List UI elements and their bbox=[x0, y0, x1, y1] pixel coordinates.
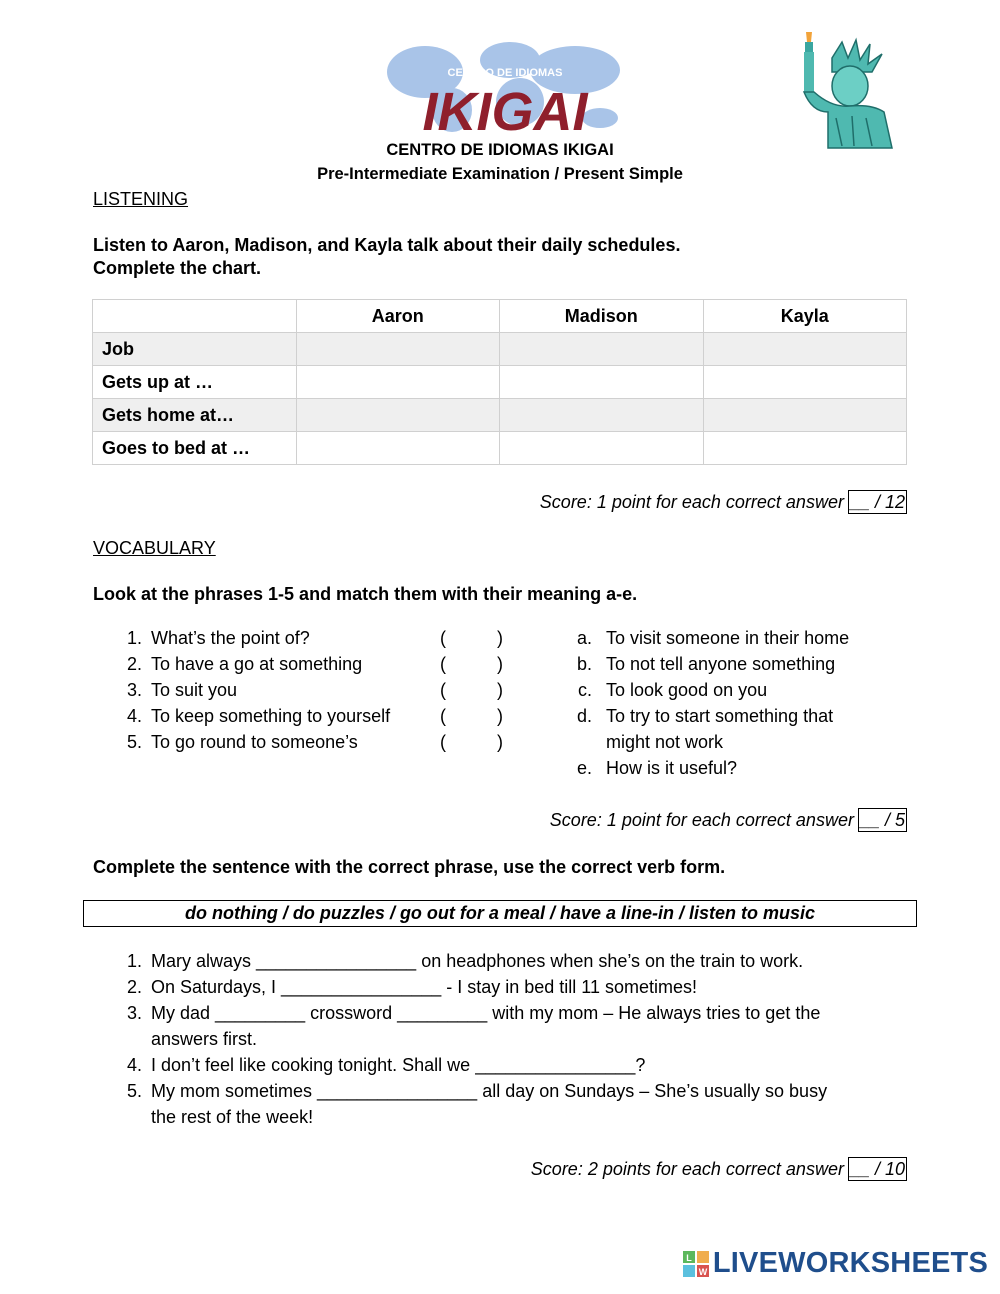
chart-answer-cell[interactable] bbox=[296, 366, 500, 399]
logo-big-text: IKIGAI bbox=[422, 82, 588, 142]
meaning-text: To look good on you bbox=[606, 680, 768, 700]
list-item bbox=[120, 1000, 910, 1026]
meaning-letter: a. bbox=[576, 628, 592, 648]
meaning-text: might not work bbox=[606, 732, 724, 752]
phrase-number: 5. bbox=[126, 732, 142, 752]
answer-paren-open[interactable]: ( bbox=[440, 706, 446, 726]
listening-score-box[interactable]: __ / 12 bbox=[849, 492, 905, 512]
badge-letter-w: W bbox=[698, 1266, 708, 1277]
answer-paren-open[interactable]: ( bbox=[440, 628, 446, 648]
chart-answer-cell[interactable] bbox=[296, 333, 500, 366]
listening-score-text: Score: 1 point for each correct answer bbox=[539, 491, 844, 512]
chart-row-label: Goes to bed at … bbox=[93, 432, 297, 465]
sentence-text[interactable]: Mary always ________________ on headphones when she’s on the train to work. bbox=[151, 951, 804, 971]
liveworksheets-badge-icon bbox=[683, 1251, 709, 1277]
phrase-text: To have a go at something bbox=[151, 654, 363, 674]
chart-answer-cell[interactable] bbox=[703, 333, 907, 366]
sentence-number: 2. bbox=[126, 977, 142, 997]
chart-row-gets-home bbox=[93, 399, 907, 432]
list-item bbox=[120, 1026, 910, 1052]
chart-row-label: Gets up at … bbox=[93, 366, 297, 399]
phrase-text: To suit you bbox=[151, 680, 238, 700]
listening-instruction-line1: Listen to Aaron, Madison, and Kayla talk about their daily schedules. bbox=[93, 235, 681, 255]
meaning-letter: b. bbox=[576, 654, 592, 674]
chart-row-job bbox=[93, 333, 907, 366]
sentence-text[interactable]: On Saturdays, I ________________ - I stay in bed till 11 sometimes! bbox=[151, 977, 697, 997]
phrase-number: 4. bbox=[126, 706, 142, 726]
sentences-instruction: Complete the sentence with the correct phrase, use the correct verb form. bbox=[93, 857, 726, 877]
liveworksheets-brand[interactable] bbox=[683, 1247, 988, 1280]
sentences-score-text: Score: 2 points for each correct answer bbox=[530, 1158, 844, 1179]
page-subtitle: Pre-Intermediate Examination / Present Simple bbox=[317, 165, 683, 183]
meaning-text: To not tell anyone something bbox=[606, 654, 836, 674]
chart-row-label: Job bbox=[93, 333, 297, 366]
sentence-list bbox=[120, 948, 910, 1130]
chart-answer-cell[interactable] bbox=[500, 333, 704, 366]
listening-instruction bbox=[93, 234, 680, 280]
chart-header-madison: Madison bbox=[500, 300, 704, 333]
chart-header-row bbox=[93, 300, 907, 333]
badge-letter-l: L bbox=[686, 1252, 692, 1263]
liveworksheets-wordmark: LIVEWORKSHEETS bbox=[712, 1247, 988, 1279]
chart-answer-cell[interactable] bbox=[500, 399, 704, 432]
page-title: CENTRO DE IDIOMAS IKIGAI bbox=[386, 141, 614, 159]
list-item bbox=[568, 755, 908, 781]
answer-paren-close[interactable]: ) bbox=[497, 680, 503, 700]
list-item bbox=[120, 677, 520, 703]
sentence-text: answers first. bbox=[151, 1029, 258, 1049]
vocabulary-heading: VOCABULARY bbox=[93, 538, 216, 558]
chart-answer-cell[interactable] bbox=[703, 399, 907, 432]
sentence-text[interactable]: My mom sometimes ________________ all day on Sundays – She’s usually so busy bbox=[151, 1081, 828, 1101]
vocabulary-score-text: Score: 1 point for each correct answer bbox=[549, 809, 854, 830]
meaning-letter: d. bbox=[576, 706, 592, 726]
answer-paren-close[interactable]: ) bbox=[497, 654, 503, 674]
vocabulary-score bbox=[550, 808, 907, 832]
list-item bbox=[120, 948, 910, 974]
sentences-score bbox=[531, 1157, 907, 1181]
meaning-letter: c. bbox=[577, 680, 592, 700]
phrase-text: To go round to someone’s bbox=[151, 732, 358, 752]
chart-answer-cell[interactable] bbox=[703, 366, 907, 399]
word-bank: do nothing / do puzzles / go out for a meal / have a line-in / listen to music bbox=[83, 900, 917, 927]
chart-row-gets-up bbox=[93, 366, 907, 399]
sentence-text[interactable]: My dad _________ crossword _________ with my mom – He always tries to get the bbox=[151, 1003, 821, 1023]
sentences-score-box[interactable]: __ / 10 bbox=[849, 1159, 905, 1179]
list-item bbox=[568, 703, 908, 729]
list-item bbox=[120, 1104, 910, 1130]
meaning-text: How is it useful? bbox=[606, 758, 738, 778]
list-item bbox=[120, 974, 910, 1000]
meaning-text: To visit someone in their home bbox=[606, 628, 850, 648]
chart-row-goes-to-bed bbox=[93, 432, 907, 465]
answer-paren-open[interactable]: ( bbox=[440, 732, 446, 752]
chart-header-kayla: Kayla bbox=[703, 300, 907, 333]
phrase-list bbox=[120, 625, 520, 755]
listening-score bbox=[540, 490, 907, 514]
answer-paren-open[interactable]: ( bbox=[440, 654, 446, 674]
meaning-text: To try to start something that bbox=[606, 706, 834, 726]
schedule-chart bbox=[92, 299, 907, 465]
chart-header-empty bbox=[93, 300, 297, 333]
chart-answer-cell[interactable] bbox=[500, 432, 704, 465]
meaning-letter: e. bbox=[576, 758, 592, 778]
list-item bbox=[120, 1052, 910, 1078]
chart-answer-cell[interactable] bbox=[500, 366, 704, 399]
sentence-number: 1. bbox=[126, 951, 142, 971]
phrase-number: 1. bbox=[126, 628, 142, 648]
ikigai-logo bbox=[370, 30, 640, 142]
chart-answer-cell[interactable] bbox=[703, 432, 907, 465]
answer-paren-close[interactable]: ) bbox=[497, 732, 503, 752]
chart-header-aaron: Aaron bbox=[296, 300, 500, 333]
phrase-number: 2. bbox=[126, 654, 142, 674]
listening-instruction-line2: Complete the chart. bbox=[93, 258, 262, 278]
phrase-number: 3. bbox=[126, 680, 142, 700]
list-item bbox=[568, 677, 908, 703]
sentence-number: 4. bbox=[126, 1055, 142, 1075]
chart-answer-cell[interactable] bbox=[296, 432, 500, 465]
sentence-text[interactable]: I don’t feel like cooking tonight. Shall we ________________? bbox=[151, 1055, 646, 1075]
answer-paren-close[interactable]: ) bbox=[497, 628, 503, 648]
vocabulary-instruction: Look at the phrases 1-5 and match them with their meaning a-e. bbox=[93, 584, 638, 604]
list-item bbox=[120, 703, 520, 729]
sentence-number: 5. bbox=[126, 1081, 142, 1101]
logo-small-text: CENTRO DE IDIOMAS bbox=[447, 67, 563, 79]
answer-paren-close[interactable]: ) bbox=[497, 706, 503, 726]
list-item bbox=[120, 1078, 910, 1104]
phrase-text: To keep something to yourself bbox=[151, 706, 391, 726]
sentence-number: 3. bbox=[126, 1003, 142, 1023]
sentence-text: the rest of the week! bbox=[151, 1107, 314, 1127]
list-item bbox=[568, 651, 908, 677]
meaning-list bbox=[568, 625, 908, 781]
list-item bbox=[120, 729, 520, 755]
phrase-text: What’s the point of? bbox=[151, 628, 310, 648]
answer-paren-open[interactable]: ( bbox=[440, 680, 446, 700]
list-item bbox=[568, 729, 908, 755]
statue-of-liberty-illustration bbox=[792, 28, 896, 156]
list-item bbox=[120, 625, 520, 651]
list-item bbox=[120, 651, 520, 677]
listening-heading: LISTENING bbox=[93, 189, 189, 209]
vocabulary-score-box[interactable]: __ / 5 bbox=[859, 810, 905, 830]
list-item bbox=[568, 625, 908, 651]
chart-answer-cell[interactable] bbox=[296, 399, 500, 432]
chart-row-label: Gets home at… bbox=[93, 399, 297, 432]
